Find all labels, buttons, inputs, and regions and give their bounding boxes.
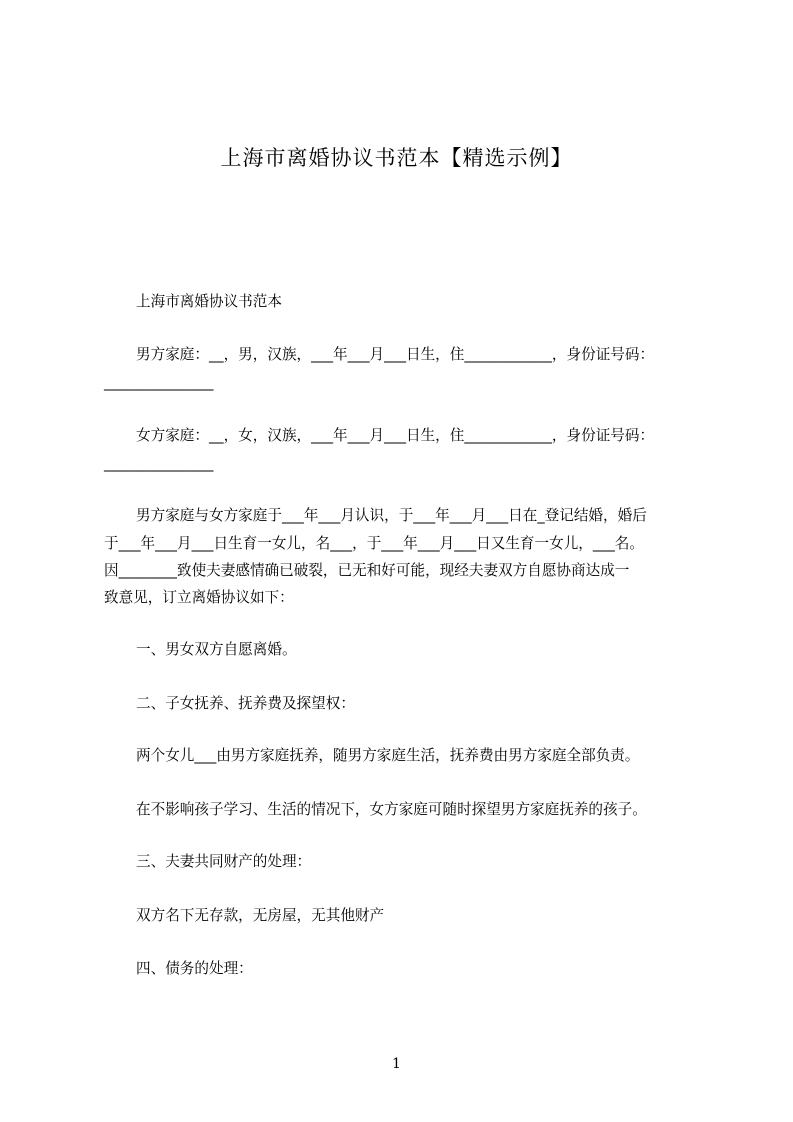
intro-paragraph-line-1: 男方家庭与女方家庭于___年___月认识，于___年___月___日在_登记结婚，婚后 — [136, 507, 647, 524]
clause-1: 一、男女双方自愿离婚。 — [136, 641, 297, 658]
female-party-id-line: _______________ — [104, 455, 214, 472]
male-party-id-line: _______________ — [104, 374, 214, 391]
intro-paragraph-line-2: 于___年___月___日生育一女儿，名___，于___年___月___日又生育一女儿，___名。 — [104, 535, 644, 552]
male-party-line: 男方家庭：__，男，汉族，___年___月___日生，住____________，身份证号码： — [136, 346, 655, 363]
clause-2-custody: 两个女儿___由男方家庭抚养，随男方家庭生活，抚养费由男方家庭全部负责。 — [136, 747, 640, 764]
clause-3-heading: 三、夫妻共同财产的处理： — [136, 853, 312, 870]
female-party-line: 女方家庭：__，女，汉族，___年___月___日生，住____________，身份证号码： — [136, 427, 655, 444]
intro-paragraph-line-3: 因________致使夫妻感情确已破裂，已无和好可能，现经夫妻双方自愿协商达成一 — [104, 562, 630, 579]
clause-2-visitation: 在不影响孩子学习、生活的情况下，女方家庭可随时探望男方家庭抚养的孩子。 — [136, 801, 647, 818]
clause-3-property: 双方名下无存款，无房屋，无其他财产 — [136, 907, 385, 924]
clause-2-heading: 二、子女抚养、抚养费及探望权： — [136, 695, 355, 712]
page-number: 1 — [392, 1056, 401, 1072]
clause-4-heading: 四、债务的处理： — [136, 960, 253, 977]
intro-paragraph-line-4: 致意见，订立离婚协议如下： — [104, 589, 294, 606]
document-title: 上海市离婚协议书范本【精选示例】 — [220, 146, 573, 170]
subheading: 上海市离婚协议书范本 — [136, 293, 282, 310]
